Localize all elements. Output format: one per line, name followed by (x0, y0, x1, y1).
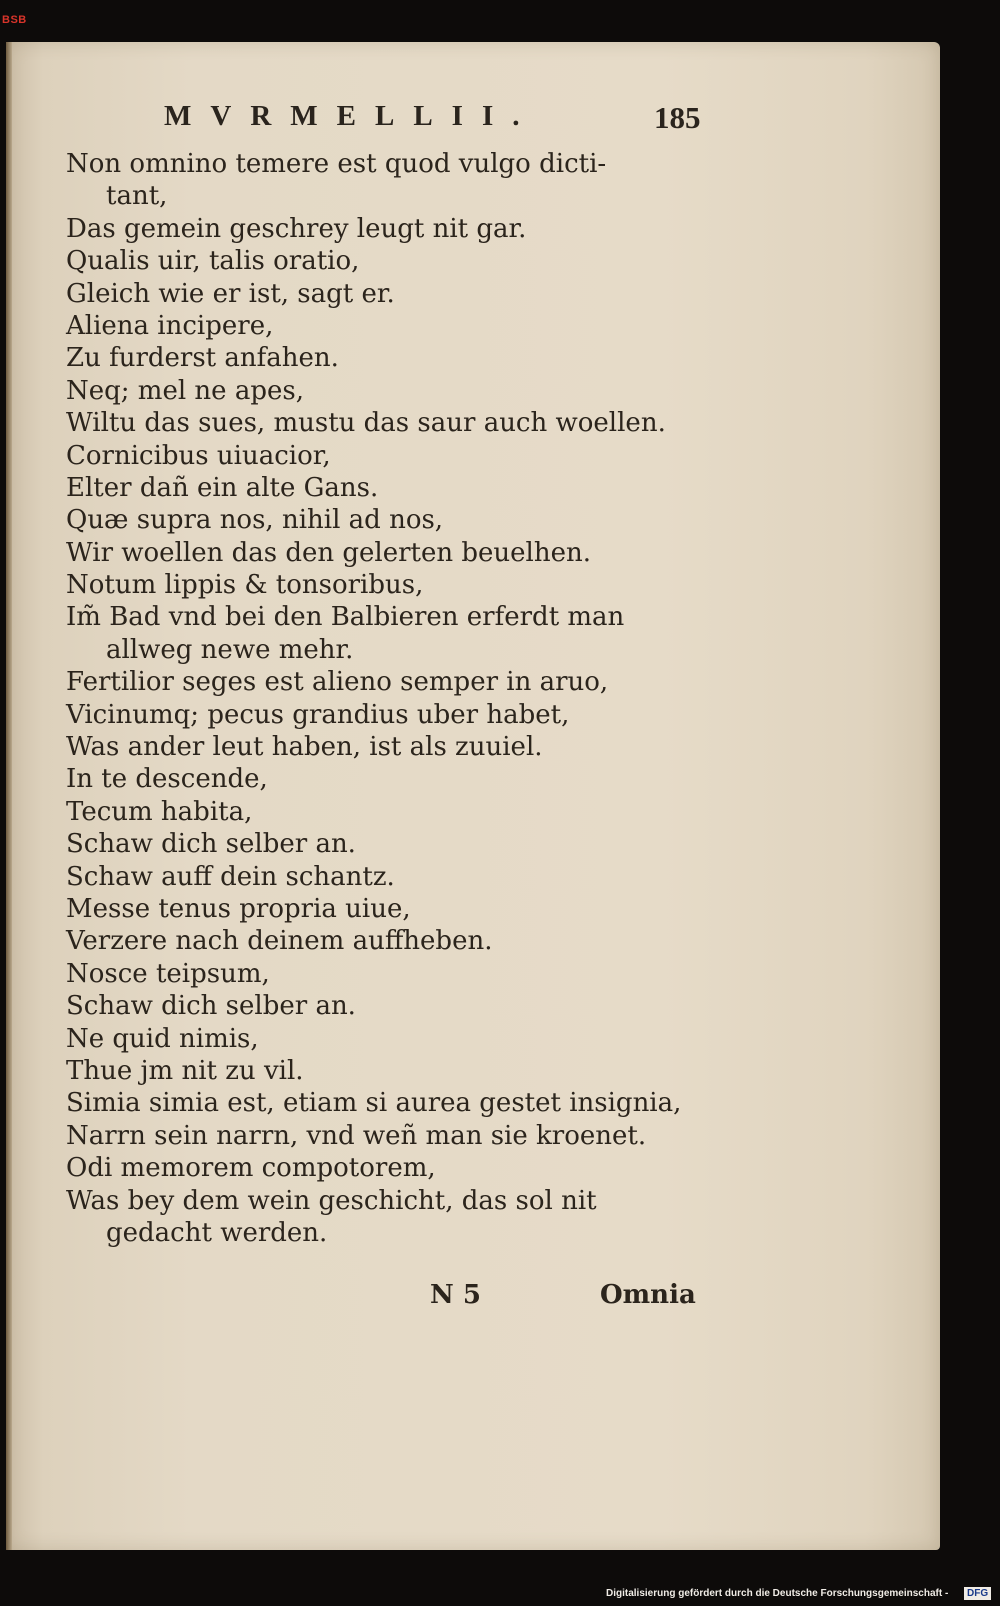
text-line: Vicinumq; pecus grandius uber habet, (66, 699, 570, 730)
text-line: tant, (106, 181, 168, 212)
text-line: Schaw dich selber an. (66, 829, 356, 860)
text-line: Nosce teipsum, (66, 958, 270, 989)
text-line: Notum lippis & tonsoribus, (66, 570, 424, 601)
text-line: Gleich wie er ist, sagt er. (66, 278, 395, 309)
text-line: Non omnino temere est quod vulgo dicti- (66, 149, 607, 179)
text-line: Ne quid nimis, (66, 1023, 259, 1054)
text-line: Schaw dich selber an. (66, 991, 356, 1022)
running-head (6, 100, 940, 140)
dfg-logo: DFG (964, 1587, 991, 1600)
book-page (6, 42, 940, 1550)
page-footer-row (6, 1280, 940, 1320)
digitization-credit: Digitalisierung gefördert durch die Deutsche Forschungsgemeinschaft - (606, 1588, 949, 1599)
page-number: 185 (654, 100, 701, 135)
text-line: Im̃ Bad vnd bei den Balbieren erferdt man (66, 602, 625, 633)
proverb-text-block (66, 148, 786, 1249)
text-line: Aliena incipere, (66, 310, 274, 341)
catchword: Omnia (600, 1280, 696, 1310)
running-title: MVRMELLII. (164, 100, 539, 132)
text-line: Schaw auff dein schantz. (66, 861, 395, 892)
text-line: In te descende, (66, 764, 268, 795)
text-line: Quæ supra nos, nihil ad nos, (66, 505, 444, 536)
text-line: Elter dañ ein alte Gans. (66, 472, 379, 503)
text-line: Messe tenus propria uiue, (66, 893, 411, 924)
text-line: allweg newe mehr. (106, 634, 354, 665)
text-line: Verzere nach deinem auffheben. (66, 926, 493, 957)
text-line: Wir woellen das den gelerten beuelhen. (66, 537, 592, 568)
library-watermark: BSB (2, 14, 27, 26)
page-gutter-edge (6, 42, 12, 1550)
text-line: Wiltu das sues, mustu das saur auch woellen. (66, 408, 666, 439)
text-line: Tecum habita, (66, 796, 253, 827)
signature-mark: N 5 (430, 1280, 481, 1310)
text-line: Was bey dem wein geschicht, das sol nit (66, 1185, 597, 1216)
text-line: Thue jm nit zu vil. (66, 1055, 304, 1086)
text-line: gedacht werden. (106, 1217, 328, 1248)
text-line: Fertilior seges est alieno semper in aruo, (66, 667, 609, 698)
text-line: Simia simia est, etiam si aurea gestet insignia, (66, 1088, 682, 1119)
text-line: Das gemein geschrey leugt nit gar. (66, 213, 527, 244)
text-line: Narrn sein narrn, vnd weñ man sie kroenet. (66, 1120, 647, 1151)
text-line: Neq; mel ne apes, (66, 375, 304, 406)
text-line: Qualis uir, talis oratio, (66, 246, 360, 277)
text-line: Cornicibus uiuacior, (66, 440, 331, 471)
text-line: Was ander leut haben, ist als zuuiel. (66, 732, 543, 763)
text-line: Odi memorem compotorem, (66, 1153, 436, 1184)
text-line: Zu furderst anfahen. (66, 343, 339, 374)
